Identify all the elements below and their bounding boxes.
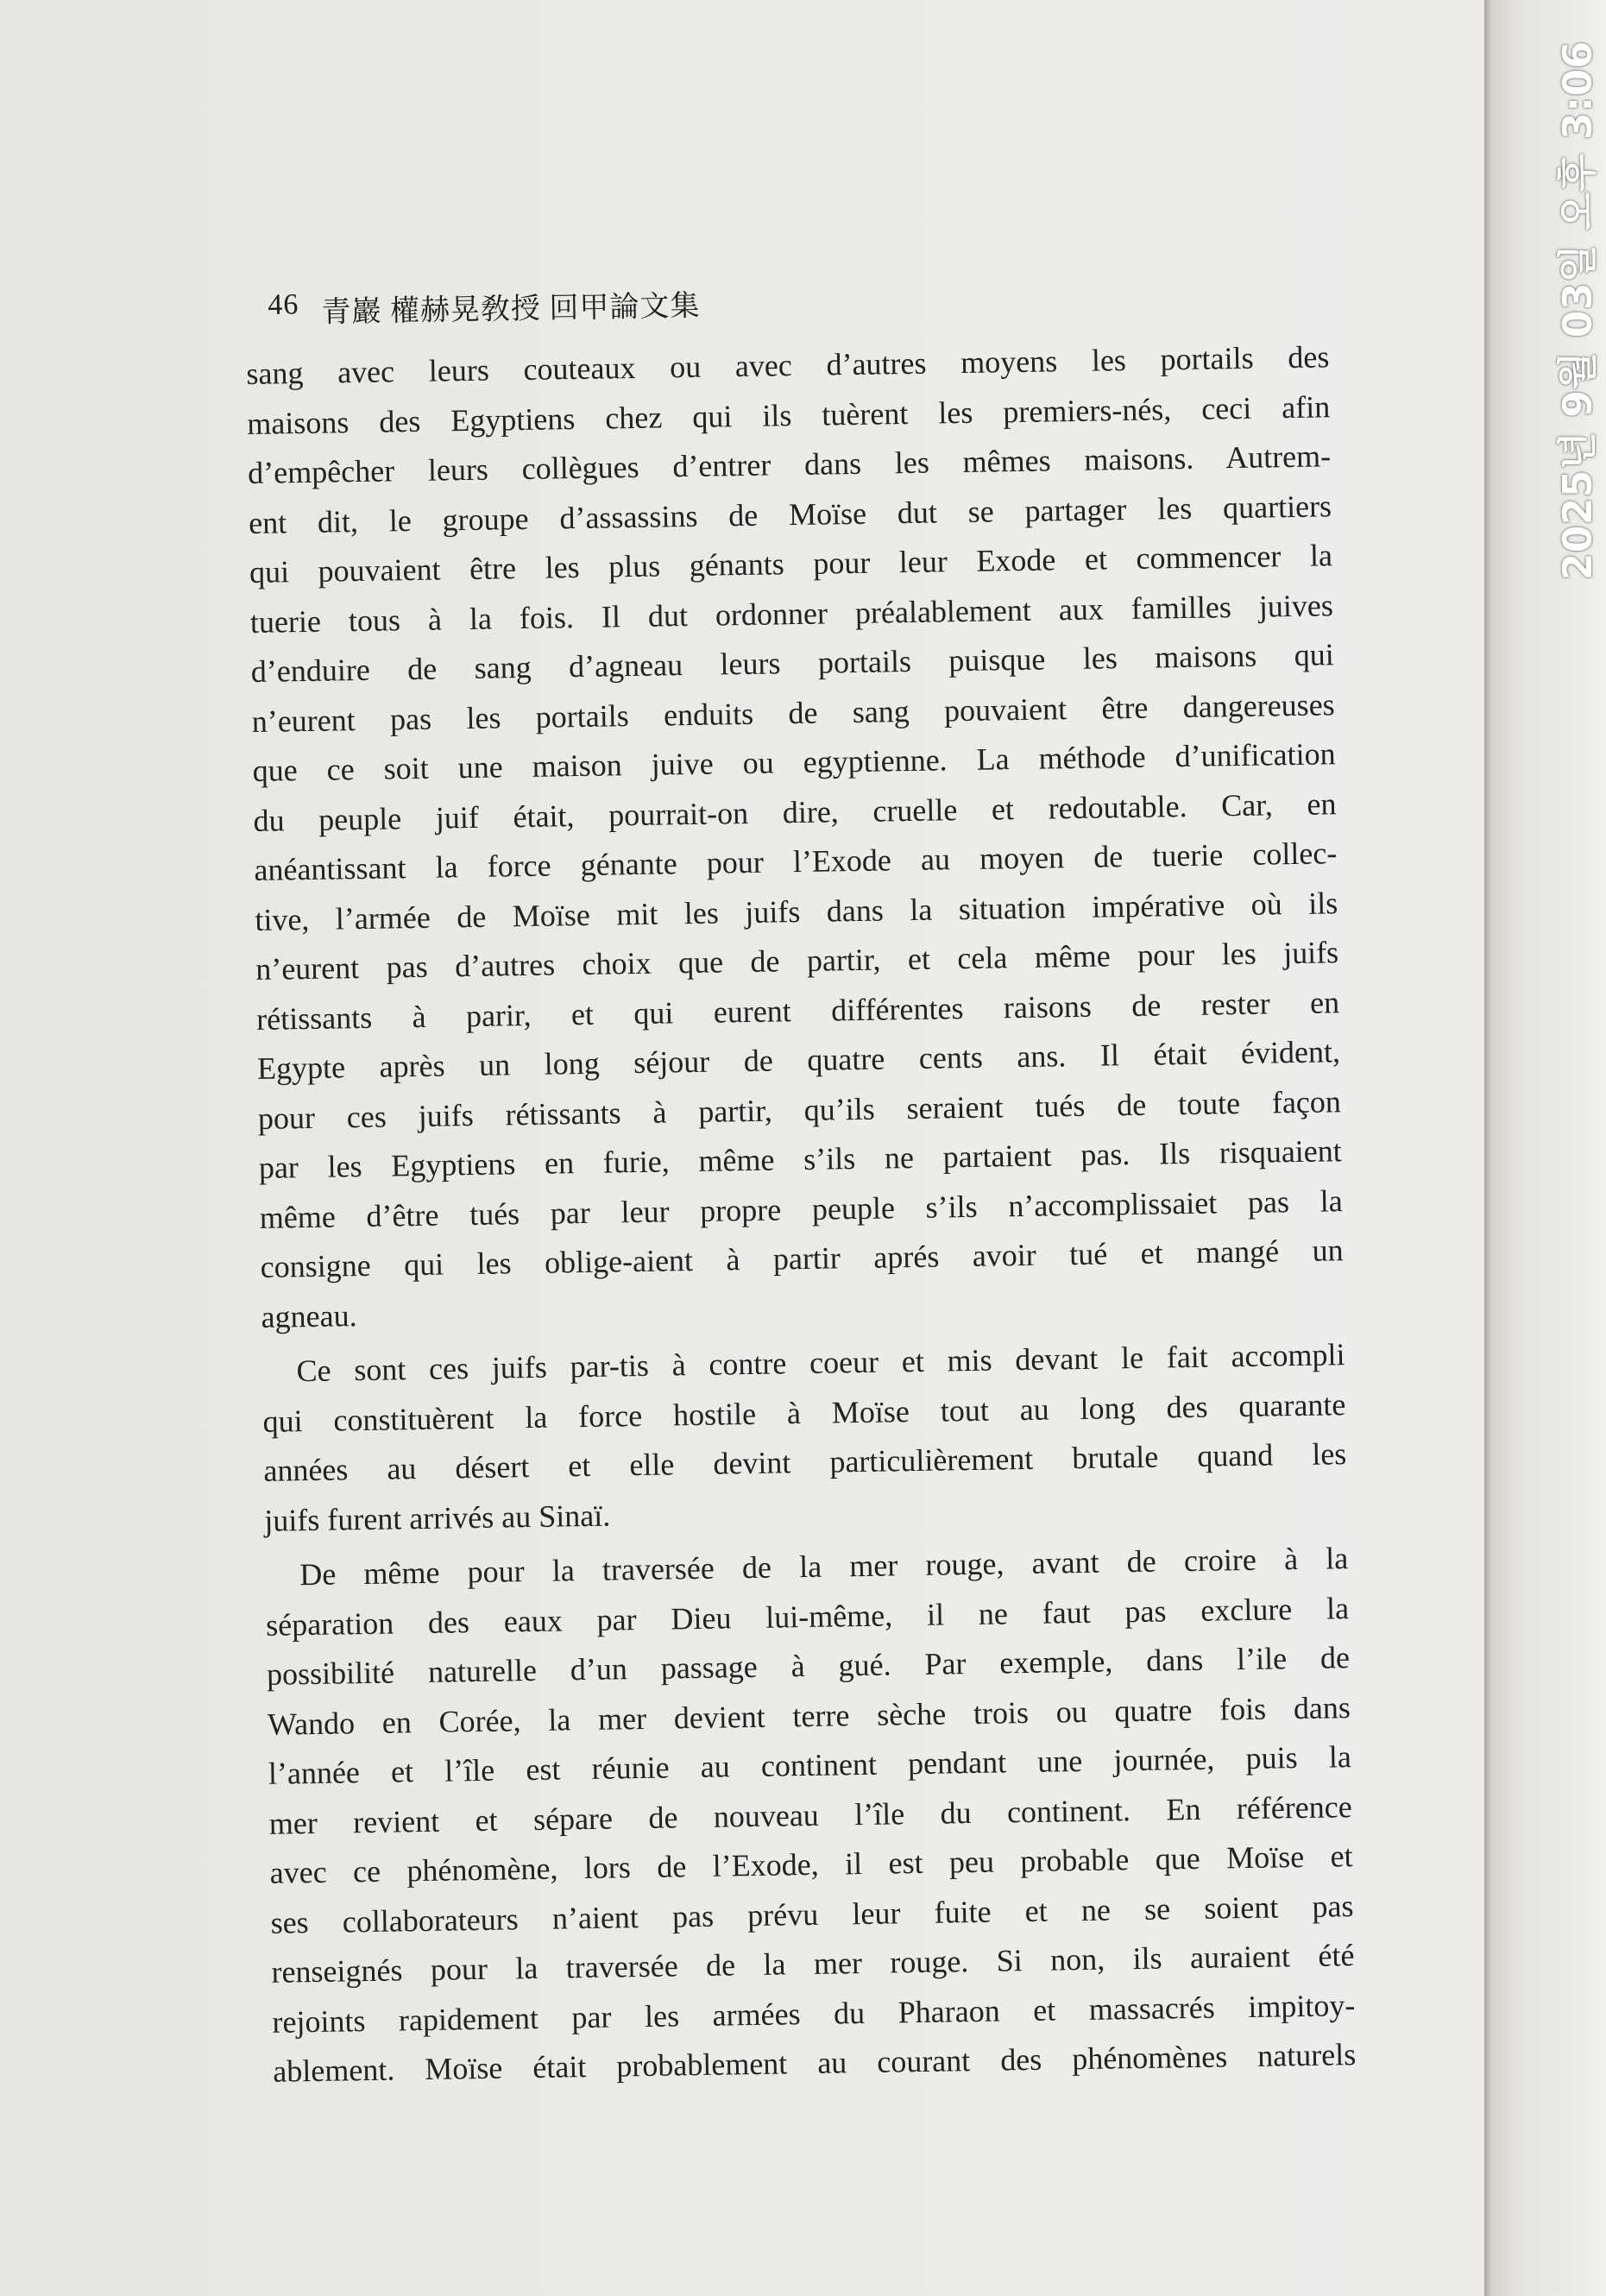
text-line: d’empêcher leurs collègues d’entrer dans les mêmes maisons. Autrem-: [247, 438, 1332, 490]
text-line: mer revient et sépare de nouveau l’île du continent. En référence: [268, 1788, 1352, 1841]
text-line: rejoints rapidement par les armées du Pharaon et massacrés impitoy-: [272, 1987, 1356, 2040]
text-line: Ce sont ces juifs par-tis à contre coeur et mis devant le fait accompli: [296, 1337, 1345, 1389]
text-line: juifs furent arrivés au Sinaï.: [263, 1498, 611, 1538]
text-line: tive, l’armée de Moïse mit les juifs dans la situation impérative où ils: [255, 885, 1338, 937]
text-line: ses collaborateurs n’aient pas prévu leur fuite et ne se soient pas: [270, 1888, 1354, 1940]
text-line: que ce soit une maison juive ou egyptienne. La méthode d’unification: [252, 736, 1336, 788]
book-title: 青巖 權赫晃敎授 回甲論文集: [321, 290, 701, 329]
text-line: n’eurent pas d’autres choix que de partir, et cela même pour les juifs: [255, 935, 1339, 987]
running-head: [268, 281, 701, 331]
timestamp-overlay: [1549, 9, 1601, 613]
timestamp-text: 2025년 9월 03일 오후 3:06: [1554, 41, 1601, 581]
text-line: renseignés pour la traversée de la mer rouge. Si non, ils auraient été: [271, 1938, 1355, 1990]
text-line: De même pour la traversée de la mer rouge, avant de croire à la: [299, 1541, 1349, 1593]
text-line: même d’être tués par leur propre peuple s’ils n’accomplissaiet pas la: [259, 1183, 1343, 1235]
text-line: tuerie tous à la fois. Il dut ordonner préalablement aux familles juives: [249, 587, 1334, 640]
page-number: 46: [268, 288, 299, 321]
text-line: qui constituèrent la force hostile à Moïse tout au long des quarante: [262, 1386, 1346, 1439]
text-line: Wando en Corée, la mer devient terre sèche trois ou quatre fois dans: [267, 1689, 1351, 1742]
text-line: anéantissant la force génante pour l’Exode au moyen de tuerie collec-: [254, 836, 1338, 887]
text-line: agneau.: [261, 1297, 357, 1334]
text-line: pour ces juifs rétissants à partir, qu’ils seraient tués de toute façon: [257, 1083, 1342, 1136]
text-line: années au désert et elle devint particulièrement brutale quand les: [263, 1436, 1347, 1488]
text-line: Egypte après un long séjour de quatre cents ans. Il était évident,: [256, 1034, 1341, 1086]
text-line: avec ce phénomène, lors de l’Exode, il est peu probable que Moïse et: [269, 1839, 1353, 1890]
text-line: ent dit, le groupe d’assassins de Moïse dut se partager les quartiers: [248, 488, 1332, 540]
text-line: possibilité naturelle d’un passage à gué. Par exemple, dans l’ile de: [266, 1640, 1351, 1692]
text-line: consigne qui les oblige-aient à partir aprés avoir tué et mangé un: [260, 1233, 1344, 1284]
text-line: rétissants à parir, et qui eurent différentes raisons de rester en: [255, 984, 1340, 1037]
body-text: [246, 332, 1357, 2097]
text-line: n’eurent pas les portails enduits de sang pouvaient être dangereuses: [251, 686, 1335, 739]
text-line: par les Egyptiens en furie, même s’ils ne partaient pas. Ils risquaient: [258, 1133, 1343, 1185]
text-line: qui pouvaient être les plus génants pour leur Exode et commencer la: [249, 538, 1333, 590]
text-line: du peuple juif était, pourrait-on dire, cruelle et redoutable. Car, en: [253, 785, 1337, 838]
text-line: d’enduire de sang d’agneau leurs portails puisque les maisons qui: [250, 637, 1335, 689]
text-line: sang avec leurs couteaux ou avec d’autres moyens les portails des: [246, 339, 1330, 391]
text-line: ablement. Moïse était probablement au courant des phénomènes naturels: [273, 2037, 1357, 2089]
text-line: maisons des Egyptiens chez qui ils tuèrent les premiers-nés, ceci afin: [247, 388, 1331, 441]
text-line: l’année et l’île est réunie au continent pendant une journée, puis la: [268, 1739, 1352, 1791]
text-line: séparation des eaux par Dieu lui-même, il ne faut pas exclure la: [265, 1590, 1350, 1643]
